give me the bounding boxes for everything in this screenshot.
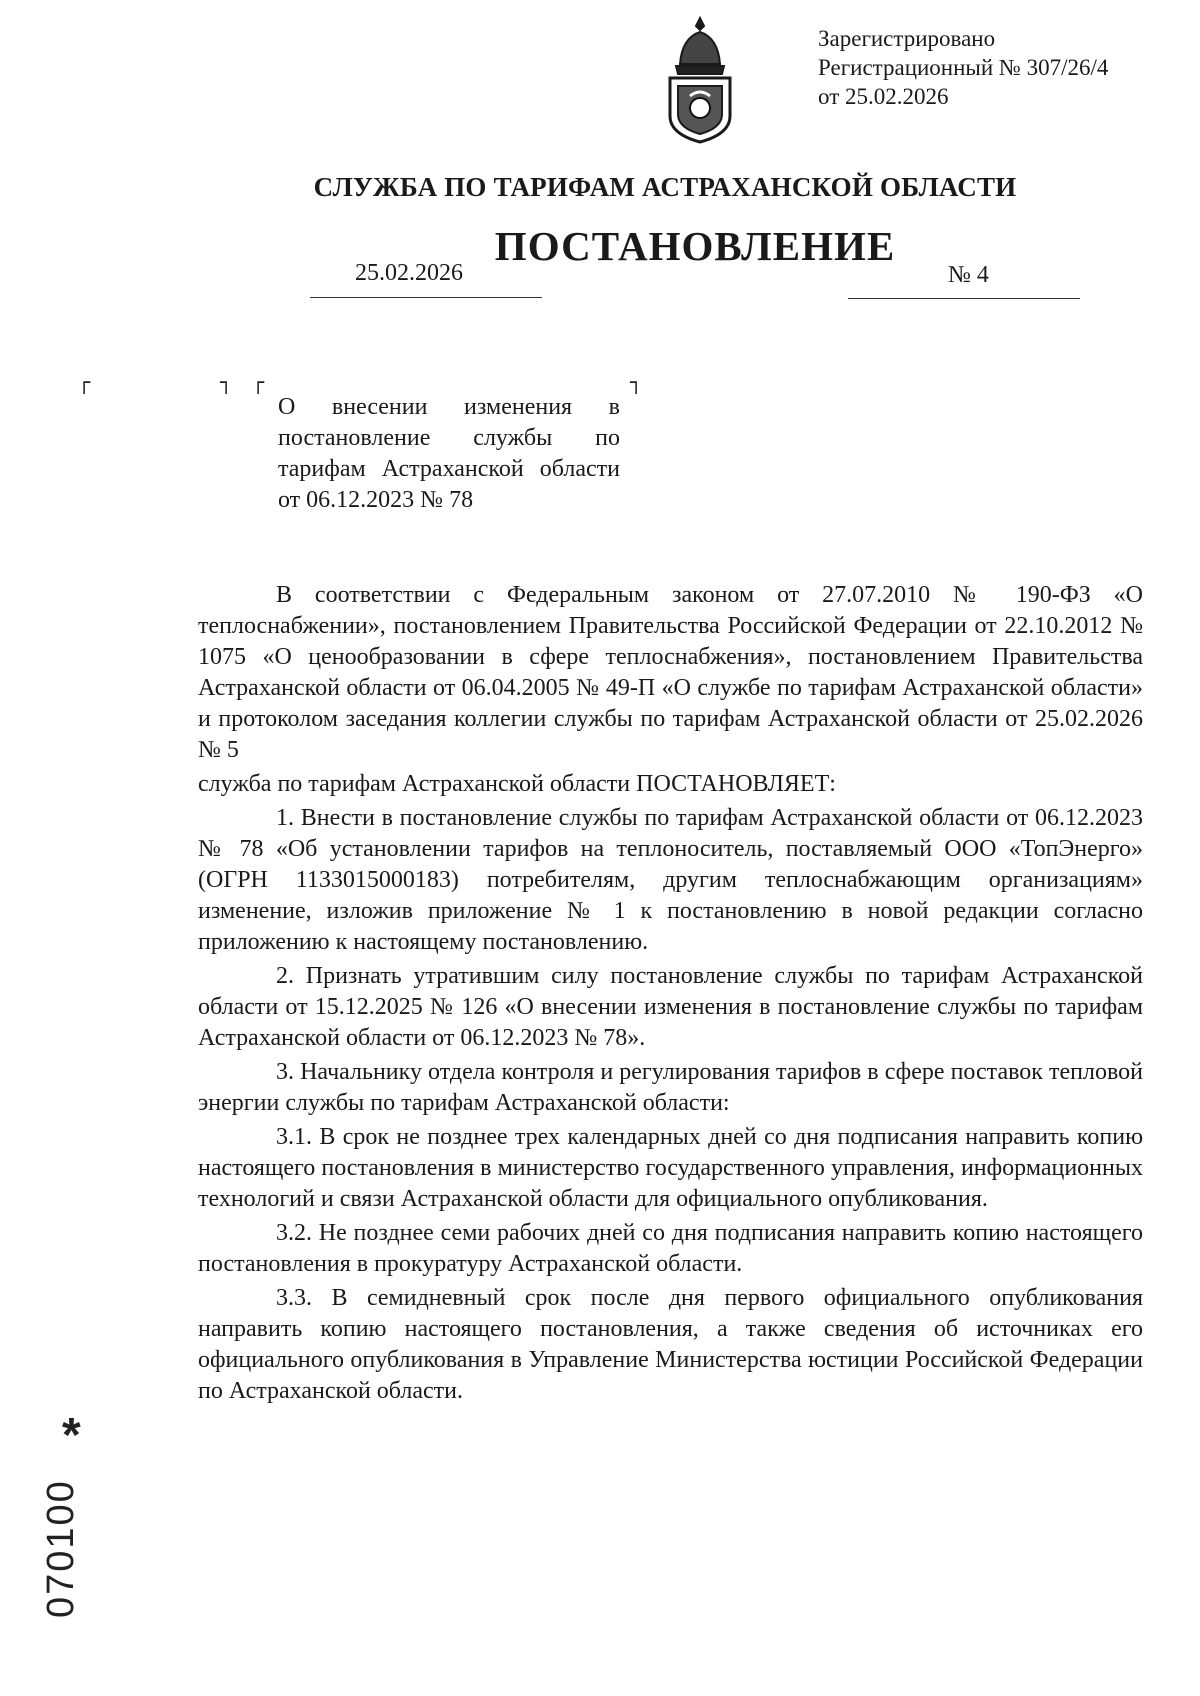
registration-status: Зарегистрировано <box>818 26 996 51</box>
registration-stamp <box>818 24 1108 111</box>
registration-number: Регистрационный № 307/26/4 <box>818 55 1109 80</box>
document-number: № 4 <box>948 262 989 288</box>
paragraph-item-3-1: 3.1. В срок не позднее трех календарных дней со дня подписания направить копию настоящего постановления в министерство государственного управления, информационных технологий и связи Астраханской области для официального опубликования. <box>198 1124 1143 1212</box>
corner-mark-top-left: ┌ <box>78 370 91 394</box>
corner-mark-right: ┐ <box>630 370 643 394</box>
paragraph-resolves: служба по тарифам Астраханской области ПОСТАНОВЛЯЕТ: <box>198 771 836 797</box>
document-body <box>198 580 1143 1410</box>
registration-date: от 25.02.2026 <box>818 84 949 109</box>
paragraph-item-3-3: 3.3. В семидневный срок после дня первого официального опубликования направить копию настоящего постановления, а также сведения об источниках его официального опубликования в Управление Министерства юстиции Российской Федерации по Астраханской области. <box>198 1285 1143 1404</box>
date-underline <box>310 297 542 298</box>
paragraph-item-1: 1. Внести в постановление службы по тарифам Астраханской области от 06.12.2023 № 78 «Об установлении тарифов на теплоноситель, поставляемый ООО «ТопЭнерго» (ОГРН 1133015000183) потребителям, другим теплоснабжающим организациям» изменение, изложив приложение № 1 к постановлению в новой редакции согласно приложению к настоящему постановлению. <box>198 805 1143 955</box>
margin-code: 070100 <box>40 1479 82 1618</box>
margin-asterisk: * <box>62 1409 81 1462</box>
corner-mark-left-2: ┌ <box>252 370 265 394</box>
corner-mark-left-1: ┐ <box>220 370 233 394</box>
paragraph-item-3: 3. Начальнику отдела контроля и регулирования тарифов в сфере поставок тепловой энергии службы по тарифам Астраханской области: <box>198 1059 1143 1116</box>
number-underline <box>848 298 1080 299</box>
paragraph-preamble: В соответствии с Федеральным законом от 27.07.2010 № 190-ФЗ «О теплоснабжении», постановлением Правительства Российской Федерации от 22.10.2012 № 1075 «О ценообразовании в сфере теплоснабжения», постановлением Правительства Астраханской области от 06.04.2005 № 49-П «О службе по тарифам Астраханской области» и протоколом заседания коллегии службы по тарифам Астраханской области от 25.02.2026 № 5 <box>198 582 1143 763</box>
organization-name: СЛУЖБА ПО ТАРИФАМ АСТРАХАНСКОЙ ОБЛАСТИ <box>313 172 1017 202</box>
coat-of-arms-icon <box>662 16 738 144</box>
paragraph-item-3-2: 3.2. Не позднее семи рабочих дней со дня подписания направить копию настоящего постановления в прокуратуру Астраханской области. <box>198 1220 1143 1277</box>
document-date: 25.02.2026 <box>355 260 463 286</box>
paragraph-item-2: 2. Признать утратившим силу постановление службы по тарифам Астраханской области от 15.12.2025 № 126 «О внесении изменения в постановление службы по тарифам Астраханской области от 06.12.2023 № 78». <box>198 963 1143 1051</box>
document-subject: О внесении изменения в постановление службы по тарифам Астраханской области от 06.12.2023 № 78 <box>278 394 620 513</box>
document-type-title: ПОСТАНОВЛЕНИЕ <box>494 223 896 269</box>
